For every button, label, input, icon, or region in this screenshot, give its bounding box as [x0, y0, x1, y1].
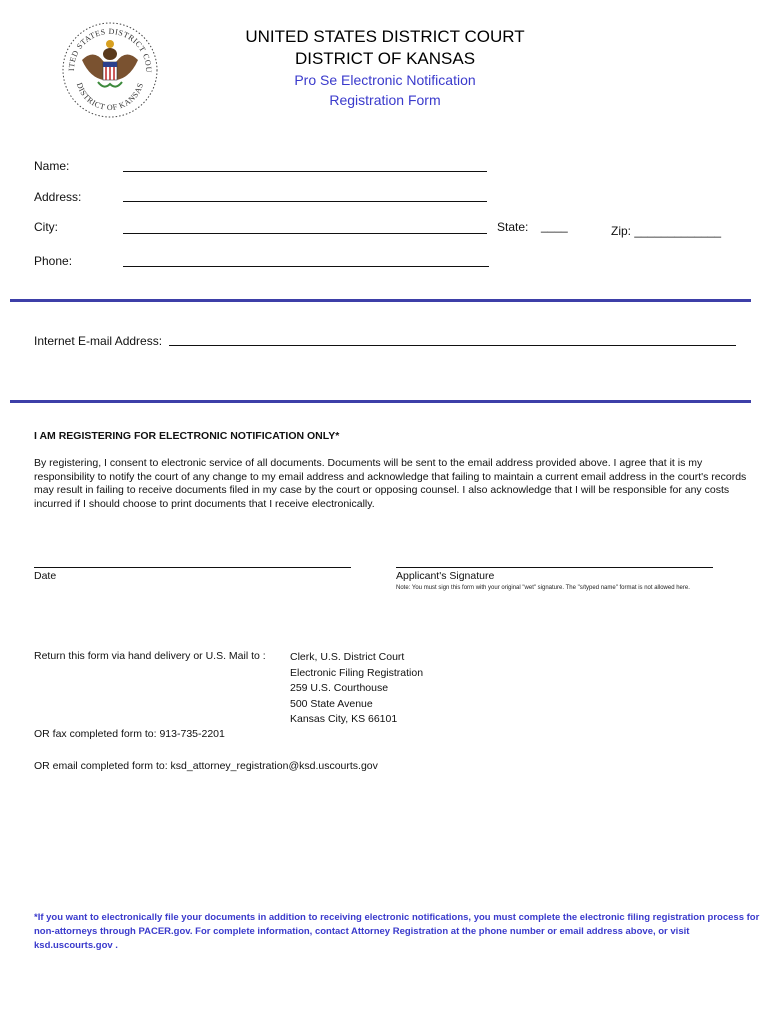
return-address-line: 500 State Avenue: [290, 697, 373, 710]
city-label: City:: [34, 220, 58, 234]
return-address: [290, 650, 423, 728]
state-label: State:: [497, 220, 529, 234]
footnote: *If you want to electronically file your documents in addition to receiving electronic notifications, you must complete the electronic filing registration process for non-attorneys through PACER.gov. For complete information, contact Attorney Registration at the phone number or email address above, or visit ksd.uscourts.gov .: [34, 912, 760, 951]
state-field[interactable]: ____: [541, 219, 568, 233]
svg-text:DISTRICT OF KANSAS: DISTRICT OF KANSAS: [74, 81, 146, 113]
form-title-line-2: Registration Form: [329, 92, 441, 108]
district-name: DISTRICT OF KANSAS: [294, 49, 476, 68]
return-address-line: Kansas City, KS 66101: [290, 713, 398, 726]
email-field[interactable]: [169, 345, 736, 346]
return-address-line: Clerk, U.S. District Court: [290, 651, 405, 663]
divider-top: [10, 299, 751, 302]
email-instruction: OR email completed form to: ksd_attorney_registration@ksd.uscourts.gov: [34, 760, 378, 772]
form-title-line-1: Pro Se Electronic Notification: [294, 72, 476, 88]
svg-text:UNITED STATES DISTRICT COURT: ITED STATES DISTRICT COU: [66, 26, 154, 73]
court-name: UNITED STATES DISTRICT COURT: [245, 27, 525, 46]
date-label: Date: [34, 570, 57, 582]
return-address-line: Electronic Filing Registration: [290, 666, 424, 679]
name-field[interactable]: [123, 171, 487, 172]
registration-body: By registering, I consent to electronic service of all documents. Documents will be sent to the email address provided above. I agree that it is my responsibility to notify the court of any change to my email address and acknowledge that failing to maintain a current email address in the court's records may result in failing to receive documents filed in my case by the court or opposing counsel. I also acknowledge that I will be responsible for any costs incurred if I should choose to print documents that I receive electronically.: [34, 457, 747, 510]
zip-field[interactable]: Zip: _____________: [611, 224, 722, 238]
date-field[interactable]: [34, 567, 351, 568]
fax-instruction: OR fax completed form to: 913-735-2201: [34, 728, 225, 740]
phone-field[interactable]: [123, 266, 489, 267]
address-field[interactable]: [123, 201, 487, 202]
address-label: Address:: [34, 190, 82, 204]
email-label: Internet E-mail Address:: [34, 334, 163, 348]
name-label: Name:: [34, 159, 70, 173]
signature-label: Applicant's Signature: [396, 570, 495, 582]
signature-note: Note: You must sign this form with your original "wet" signature. The "s/typed name" format is not allowed here.: [396, 585, 690, 591]
registration-heading: I AM REGISTERING FOR ELECTRONIC NOTIFICATION ONLY*: [34, 430, 340, 442]
phone-label: Phone:: [34, 254, 73, 268]
return-address-line: 259 U.S. Courthouse: [290, 682, 389, 695]
city-field[interactable]: [123, 233, 487, 234]
signature-field[interactable]: [396, 567, 713, 568]
divider-bottom: [10, 400, 751, 403]
return-intro: Return this form via hand delivery or U.S. Mail to :: [34, 650, 266, 662]
